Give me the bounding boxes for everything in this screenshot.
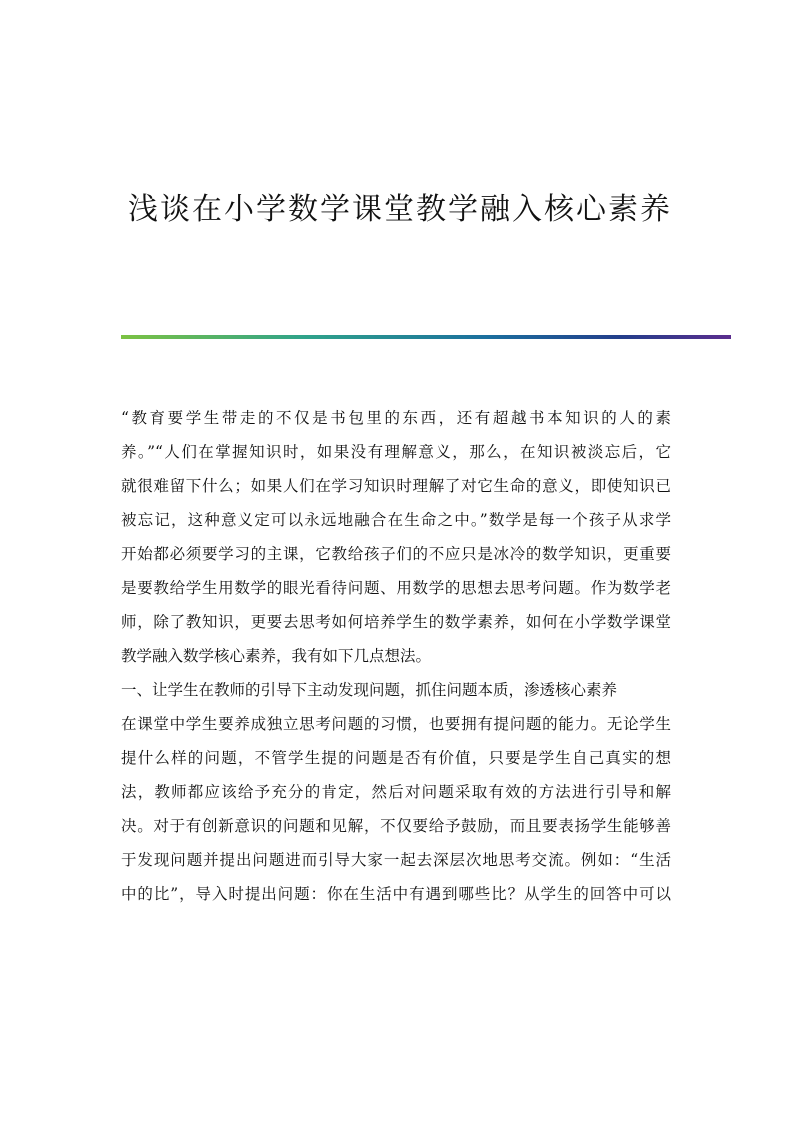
paragraph-line: 中的比”，导入时提出问题：你在生活中有遇到哪些比？从学生的回答中可以 (121, 885, 671, 903)
paragraph-line: 是要教给学生用数学的眼光看待问题、用数学的思想去思考问题。作为数学老 (121, 579, 671, 597)
section-heading: 一、让学生在教师的引导下主动发现问题，抓住问题本质，渗透核心素养 (121, 681, 618, 699)
paragraph-line: 提什么样的问题，不管学生提的问题是否有价值，只要是学生自己真实的想 (121, 749, 671, 767)
paragraph-line: 教学融入数学核心素养，我有如下几点想法。 (121, 647, 432, 665)
document-body (121, 402, 671, 910)
gradient-divider (121, 335, 731, 339)
paragraph-line: 决。对于有创新意识的问题和见解，不仅要给予鼓励，而且要表扬学生能够善 (121, 817, 671, 835)
paragraph-line: 于发现问题并提出问题进而引导大家一起去深层次地思考交流。例如：“生活 (121, 851, 671, 869)
paragraph-line: 师，除了教知识，更要去思考如何培养学生的数学素养，如何在小学数学课堂 (121, 613, 671, 631)
paragraph-line: 就很难留下什么；如果人们在学习知识时理解了对它生命的意义，即使知识已 (121, 477, 671, 495)
document-title: 浅谈在小学数学课堂教学融入核心素养 (128, 192, 672, 227)
paragraph-line: 养。”“人们在掌握知识时，如果没有理解意义，那么，在知识被淡忘后，它 (121, 443, 671, 461)
paragraph-line: 开始都必须要学习的主课，它教给孩子们的不应只是冰冷的数学知识，更重要 (121, 545, 671, 563)
paragraph-line: “教育要学生带走的不仅是书包里的东西，还有超越书本知识的人的素 (121, 409, 671, 427)
paragraph-line: 在课堂中学生要养成独立思考问题的习惯，也要拥有提问题的能力。无论学生 (121, 715, 671, 733)
paragraph-line: 被忘记，这种意义定可以永远地融合在生命之中。”数学是每一个孩子从求学 (121, 511, 671, 529)
paragraph-line: 法，教师都应该给予充分的肯定，然后对问题采取有效的方法进行引导和解 (121, 783, 671, 801)
